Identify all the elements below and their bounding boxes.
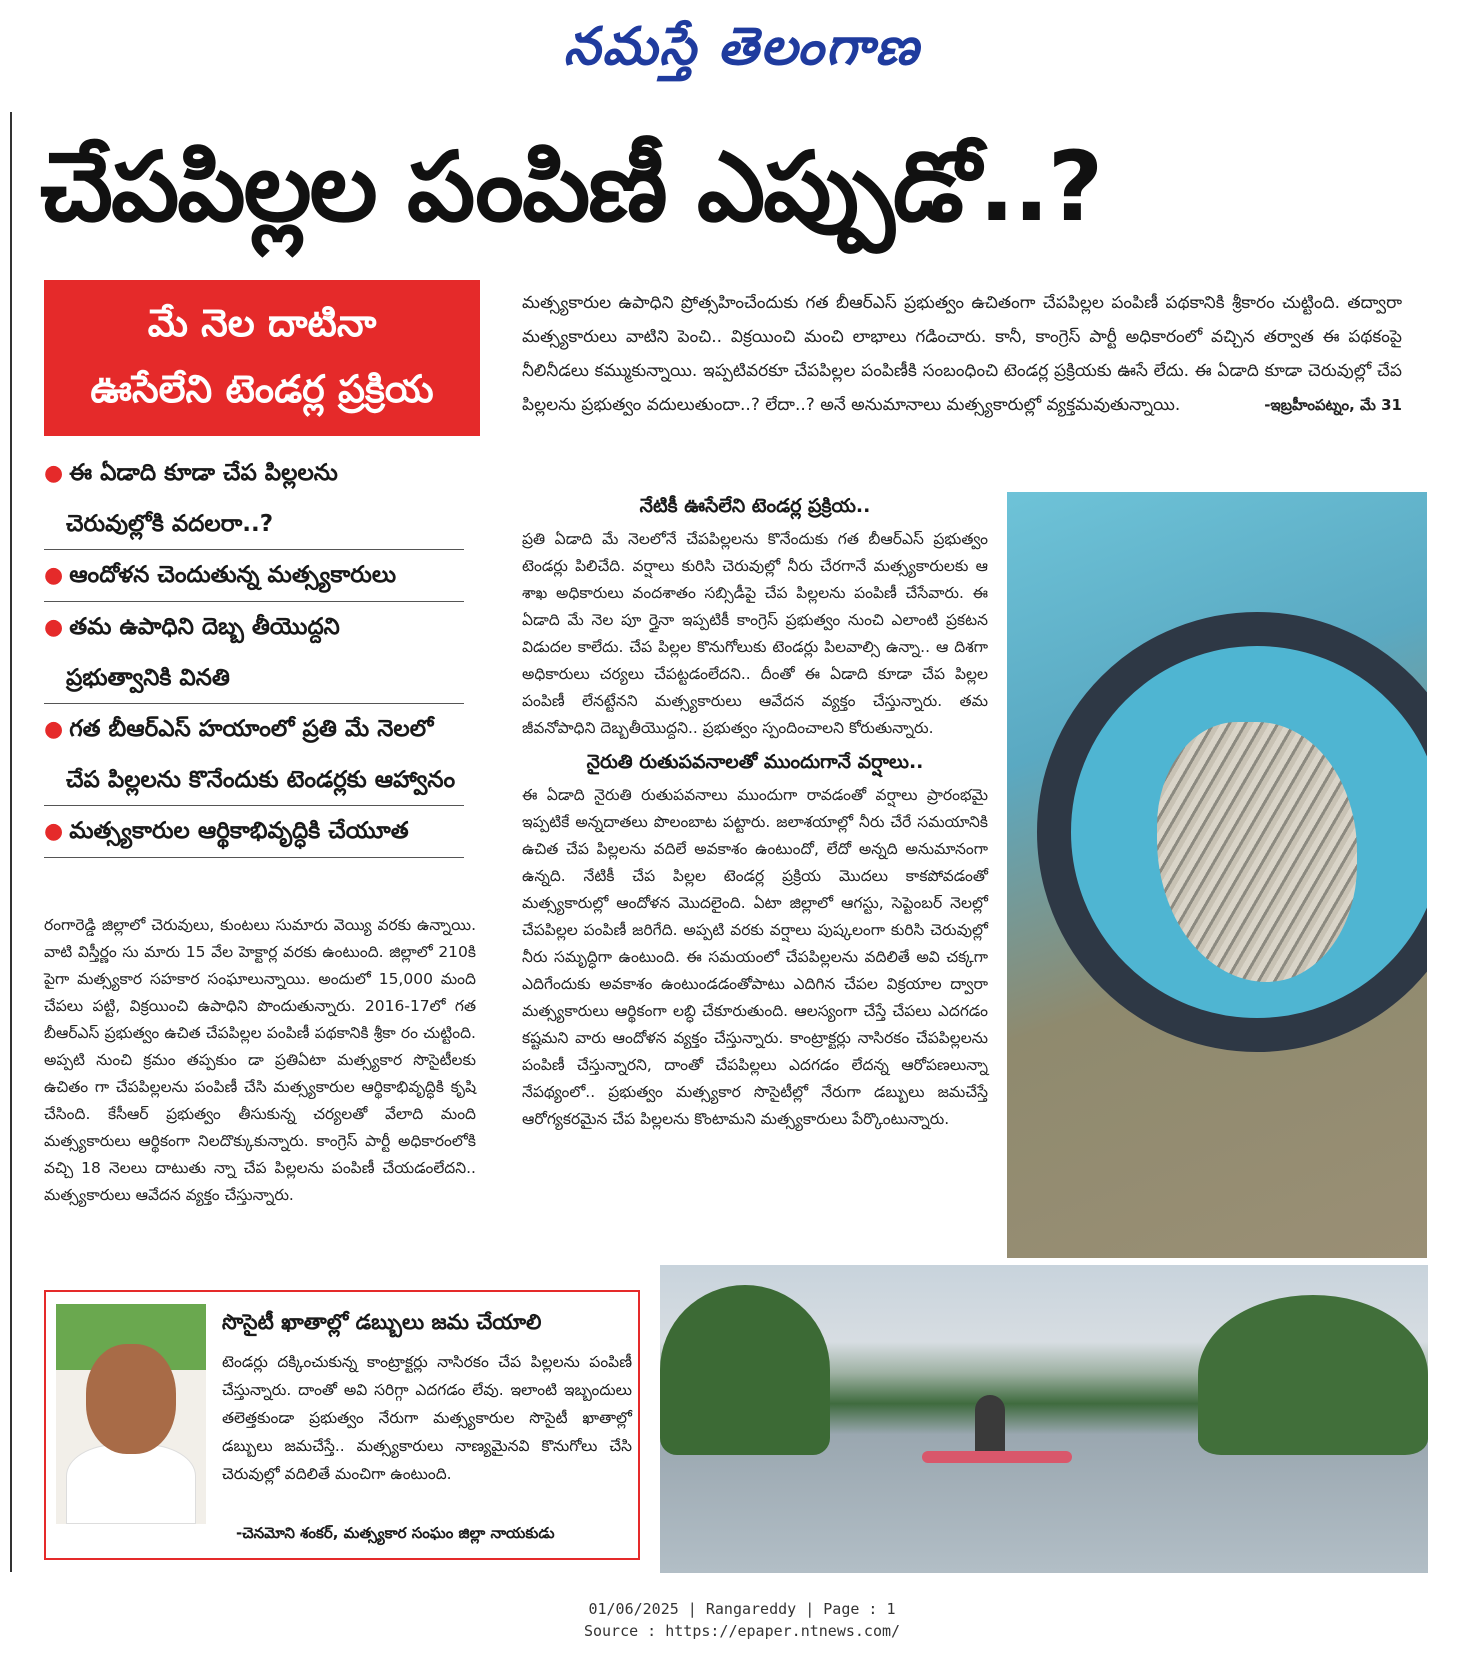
portrait-face: [86, 1344, 176, 1454]
deck-box: [44, 280, 480, 436]
trees-left: [660, 1285, 830, 1455]
quote-attribution: -చెనమోని శంకర్, మత్స్యకార సంఘం జిల్లా నాయకుడు: [236, 1524, 555, 1542]
masthead-logo: నమస్తే తెలంగాణ: [563, 16, 921, 77]
bullet-item: [44, 550, 464, 602]
bullet-text: గత బీఆర్ఎస్ హయాంలో ప్రతి మే నెలలో: [69, 716, 434, 742]
page-footer: [0, 1598, 1484, 1642]
fish-seedlings-photo: [1007, 492, 1427, 1258]
highlight-bullets: [44, 448, 464, 858]
quote-box: [44, 1290, 640, 1560]
column-rule: [10, 112, 12, 1572]
bullet-text: ఈ ఏడాది కూడా చేప పిల్లలను: [69, 460, 338, 486]
portrait-shirt: [66, 1444, 196, 1524]
deck-line-1: మే నెల దాటినా: [147, 301, 377, 345]
intro-paragraph: [522, 286, 1402, 422]
paragraph-tenders: ప్రతి ఏడాది మే నెలలోనే చేపపిల్లలను కొనేందుకు గత బీఆర్ఎస్ ప్రభుత్వం టెండర్లు పిలిచేది. వర్షాలు కురిసి చెరువుల్లో నీరు చేరగానే మత్స్యకారులకు ఆ శాఖ అధికారులు వందశాతం సబ్సిడీపై చేప పిల్లలను పంపిణీ చేసేవారు. ఈ ఏడాది మే నెల పూ ర్తైనా ఇప్పటికీ కాంగ్రెస్ ప్రభుత్వం నుంచి ఎలాంటి ప్రకటన విడుదల కాలేదు. చేప పిల్లల కొనుగోలుకు టెండర్లు పిలవాల్సి ఉన్నా.. ఆ దిశగా అధికారులు చర్యలు చేపట్టడంలేదని.. దీంతో ఈ ఏడాది కూడా చేప పిల్లల పంపిణీ లేనట్టేనని మత్స్యకారులు ఆవేదన వ్యక్తం చేస్తున్నారు. తమ జీవనోపాధిని దెబ్బతీయొద్దని.. ప్రభుత్వం స్పందించాలని కోరుతున్నారు.: [522, 530, 988, 737]
footer-edition: 01/06/2025 | Rangareddy | Page : 1: [588, 1600, 896, 1618]
bullet-dot-icon: ●: [44, 717, 64, 742]
bullet-dot-icon: ●: [44, 819, 64, 844]
left-column-body: రంగారెడ్డి జిల్లాలో చెరువులు, కుంటలు సుమారు వెయ్యి వరకు ఉన్నాయి. వాటి విస్తీర్ణం సు మారు 15 వేల హెక్టార్ల వరకు ఉంటుంది. జిల్లాలో 210కి పైగా మత్స్యకార సహకార సంఘాలున్నాయి. అందులో 15,000 మంది చేపలు పట్టి, విక్రయించి ఉపాధిని పొందుతున్నారు. 2016-17లో గత బీఆర్ఎస్ ప్రభుత్వం ఉచిత చేపపిల్లల పంపిణీ పథకానికి శ్రీకా రం చుట్టింది. అప్పటి నుంచి క్రమం తప్పకుం డా ప్రతిఏటా మత్స్యకార సొసైటీలకు ఉచితం గా చేపపిల్లలను పంపిణీ చేసి మత్స్యకారుల ఆర్థికాభివృద్ధికి కృషి చేసింది. కేసీఆర్ ప్రభుత్వం తీసుకున్న చర్యలతో వేలాది మంది మత్స్యకారులు ఆర్థికంగా నిలదొక్కుకున్నారు. కాంగ్రెస్ పార్టీ అధికారంలోకి వచ్చి 18 నెలలు దాటుతు న్నా చేప పిల్లలను పంపిణీ చేయడంలేదని.. మత్స్యకారులు ఆవేదన వ్యక్తం చేస్తున్నారు.: [44, 916, 476, 1204]
quote-text: టెండర్లు దక్కించుకున్న కాంట్రాక్టర్లు నాసిరకం చేప పిల్లలను పంపిణీ చేస్తున్నారు. దాంతో అవి సరిగ్గా ఎదగడం లేవు. ఇలాంటి ఇబ్బందులు తలెత్తకుండా ప్రభుత్వం నేరుగా మత్స్యకారుల సొసైటీ ఖాతాల్లో డబ్బులు జమచేస్తే.. మత్స్యకారులు నాణ్యమైనవి కొనుగోలు చేసి చెరువుల్లో వదిలితే మంచిగా ఉంటుంది.: [222, 1353, 632, 1483]
bullet-text: మత్స్యకారుల ఆర్థికాభివృద్ధికి చేయూత: [69, 818, 409, 844]
footer-source: Source : https://epaper.ntnews.com/: [583, 1622, 901, 1640]
bullet-item: [44, 704, 464, 806]
bullet-text: తమ ఉపాధిని దెబ్బ తీయొద్దని: [69, 614, 340, 640]
paragraph-monsoon: ఈ ఏడాది నైరుతి రుతుపవనాలు ముందుగా రావడంతో వర్షాలు ప్రారంభమై ఇప్పటికే అన్నదాతలు పొలంబాట పట్టారు. జలాశయాల్లో నీరు చేరే సమయానికి ఉచిత చేప పిల్లలను వదిలే అవకాశం ఉంటుందో, లేదో అన్నది అనుమానంగా ఉన్నది. నేటికీ చేప పిల్లల టెండర్ల ప్రక్రియ మొదలు కాకపోవడంతో మత్స్యకారుల్లో ఆందోళన మొదలైంది. ఏటా జిల్లాలో ఆగస్టు, సెప్టెంబర్ నెలల్లో చేపపిల్లల పంపిణీ జరిగేది. అప్పటి వరకు వర్షాలు పుష్కలంగా కురిసి చెరువుల్లో నీరు సమృద్ధిగా ఉంటుంది. ఈ సమయంలో చేపపిల్లలను వదిలితే అవి చక్కగా ఎదిగేందుకు అవకాశం ఉంటుండడంతోపాటు ఎదిగిన చేపల విక్రయాల ద్వారా మత్స్యకారులు ఆర్థికంగా లబ్ధి చేకూరుతుంది. ఆలస్యంగా చేస్తే చేపలు ఎదగడం కష్టమని వారు ఆందోళన వ్యక్తం చేస్తున్నారు. కాంట్రాక్టర్లు నాసిరకం చేపపిల్లలను పంపిణీ చేస్తున్నారని, దాంతో చేపపిల్లలు ఎదగడం లేదన్న ఆరోపణలున్నా నేపథ్యంలో.. ప్రభుత్వం మత్స్యకార సొసైటీల్లో నేరుగా డబ్బులు జమచేస్తే ఆరోగ్యకరమైన చేప పిల్లలను కొంటామని మత్స్యకారులు పేర్కొంటున్నారు.: [522, 786, 988, 1128]
trees-right: [1198, 1295, 1428, 1455]
lake-boat-photo: [660, 1265, 1428, 1573]
portrait-photo: [56, 1304, 206, 1524]
intro-text: మత్స్యకారుల ఉపాధిని ప్రోత్సహించేందుకు గత బీఆర్ఎస్ ప్రభుత్వం ఉచితంగా చేపపిల్లల పంపిణీ పథకానికి శ్రీకారం చుట్టింది. తద్వారా మత్స్యకారులు వాటిని పెంచి.. విక్రయించి మంచి లాభాలు గడించారు. కానీ, కాంగ్రెస్ పార్టీ అధికారంలో వచ్చిన తర్వాత ఈ పథకంపై నీలినీడలు కమ్ముకున్నాయి. ఇప్పటివరకూ చేపపిల్లల పంపిణీకి సంబంధించి టెండర్ల ప్రక్రియకు ఊసే లేదు. ఈ ఏడాది కూడా చెరువుల్లో చేప పిల్లలను ప్రభుత్వం వదులుతుందా..? లేదా..? అనే అనుమానాలు మత్స్యకారుల్లో వ్యక్తమవుతున్నాయి.: [522, 293, 1402, 415]
bullet-item: [44, 448, 464, 550]
bullet-dot-icon: ●: [44, 563, 64, 588]
middle-column: [522, 486, 988, 1133]
bullet-item: [44, 602, 464, 704]
bullet-text: ఆందోళన చెందుతున్న మత్స్యకారులు: [69, 562, 397, 588]
headline: చేపపిల్లల పంపిణీ ఎప్పుడో..?: [40, 131, 1102, 243]
bullet-dot-icon: ●: [44, 615, 64, 640]
bullet-dot-icon: ●: [44, 461, 64, 486]
bullet-text-cont: చేప పిల్లలను కొనేందుకు టెండర్లకు ఆహ్వానం: [66, 767, 456, 793]
fisherman: [975, 1395, 1005, 1455]
dateline: -ఇబ్రహీంపట్నం, మే 31: [1264, 396, 1402, 414]
boat: [922, 1451, 1072, 1463]
subheading-tenders: నేటికీ ఊసేలేని టెండర్ల ప్రక్రియ..: [639, 495, 871, 517]
deck-line-2: ఊసేలేని టెండర్ల ప్రక్రియ: [90, 367, 434, 411]
quote-title: సొసైటీ ఖాతాల్లో డబ్బులు జమ చేయాలి: [222, 1310, 542, 1334]
subheading-monsoon: నైరుతి రుతుపవనాలతో ముందుగానే వర్షాలు..: [586, 751, 924, 773]
bullet-text-cont: ప్రభుత్వానికి వినతి: [66, 665, 230, 691]
bullet-text-cont: చెరువుల్లోకి వదలరా..?: [66, 511, 274, 537]
bullet-item: [44, 806, 464, 858]
